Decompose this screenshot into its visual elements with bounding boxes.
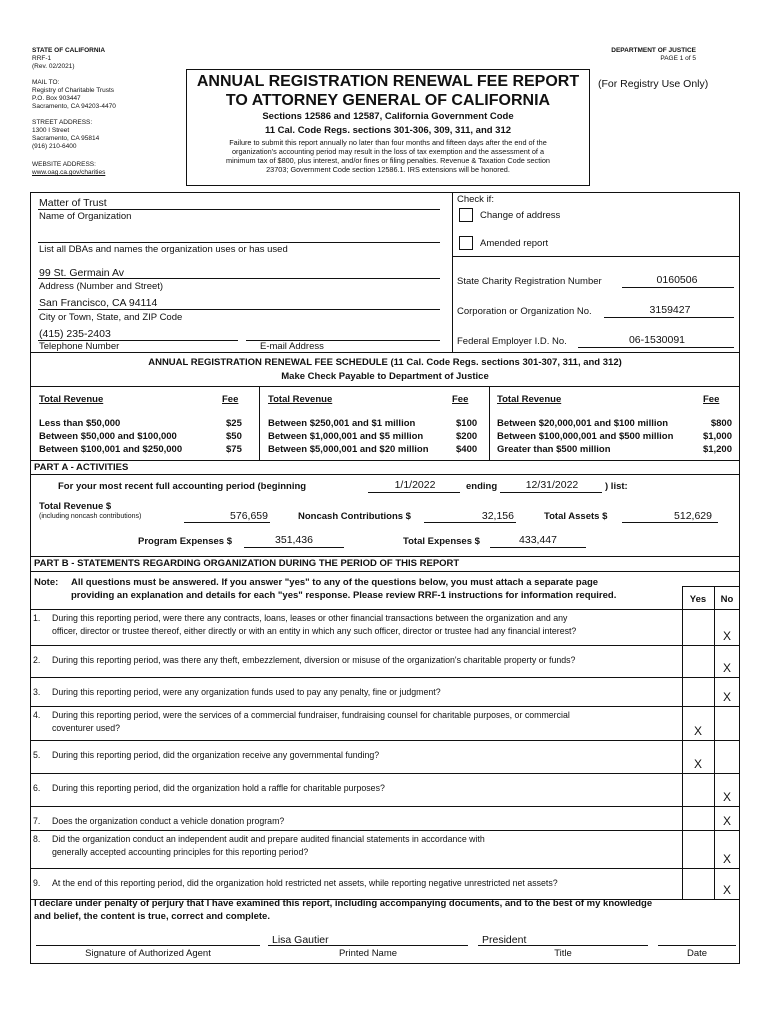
period-end-line	[500, 492, 602, 493]
total-revenue-note: (including noncash contributions)	[39, 513, 142, 520]
fein-value[interactable]: 06-1530091	[628, 334, 686, 346]
col2-revenue-header: Total Revenue	[268, 394, 333, 405]
form-title-line-2: TO ATTORNEY GENERAL OF CALIFORNIA	[225, 92, 551, 109]
sections-line-1: Sections 12586 and 12587, California Government Code	[262, 111, 514, 122]
question-text: At the end of this reporting period, did the organization hold restricted net assets, while reporting negative unrestricted net assets?	[52, 878, 558, 888]
fee-row: Between $250,001 and $1 million	[268, 418, 416, 429]
title-label: Title	[554, 948, 572, 959]
total-expenses-label: Total Expenses $	[403, 536, 480, 547]
question-number: 8.	[33, 834, 41, 844]
total-expenses-line	[490, 547, 586, 548]
list-label: ) list:	[605, 481, 628, 492]
mail-to-line-2: P.O. Box 903447	[32, 95, 81, 102]
registry-use-label: (For Registry Use Only)	[598, 78, 709, 90]
question-divider	[30, 645, 740, 646]
part-b-title: PART B - STATEMENTS REGARDING ORGANIZATION DURING THE PERIOD OF THIS REPORT	[34, 558, 460, 569]
email-label: E-mail Address	[260, 341, 324, 352]
no-answer-cell[interactable]: X	[722, 661, 731, 675]
question-number: 2.	[33, 655, 41, 665]
question-text: During this reporting period, were there any contracts, loans, leases or other financial transactions between the organization and any	[52, 613, 568, 623]
fee-row: Between $100,001 and $250,000	[39, 444, 183, 455]
corp-no-line	[604, 317, 734, 318]
filing-notice	[190, 138, 586, 174]
page-number: PAGE 1 of 5	[660, 55, 696, 62]
program-expenses-line	[244, 547, 344, 548]
question-text: During this reporting period, did the organization receive any governmental funding?	[52, 750, 380, 760]
title-value[interactable]: President	[482, 934, 527, 946]
total-assets-value[interactable]: 512,629	[674, 510, 712, 522]
fein-label: Federal Employer I.D. No.	[457, 336, 567, 347]
question-number: 9.	[33, 878, 41, 888]
mail-to-line-3: Sacramento, CA 94203-4470	[32, 103, 116, 110]
yes-answer-cell[interactable]: X	[693, 724, 702, 738]
period-begin-line	[368, 492, 460, 493]
question-number: 1.	[33, 613, 41, 623]
col3-revenue-header: Total Revenue	[497, 394, 562, 405]
yes-answer-cell[interactable]: X	[693, 757, 702, 771]
fee-amount: $800	[710, 418, 732, 429]
notice-line-1: Failure to submit this report annually no later than four months and fifteen days after the end of the	[229, 138, 547, 147]
fee-row: Between $1,000,001 and $5 million	[268, 431, 424, 442]
website-link[interactable]: www.oag.ca.gov/charities	[32, 169, 106, 176]
question-text: During this reporting period, was there any theft, embezzlement, diversion or misuse of the organization's charitable property or funds?	[52, 655, 576, 665]
program-expenses-value[interactable]: 351,436	[275, 534, 313, 546]
no-answer-cell[interactable]: X	[722, 814, 731, 828]
website-label: WEBSITE ADDRESS:	[32, 161, 96, 168]
question-divider	[30, 609, 740, 610]
mail-to-line-1: Registry of Charitable Trusts	[32, 87, 115, 94]
change-address-checkbox[interactable]	[459, 208, 473, 222]
street-line-2: Sacramento, CA 95814	[32, 135, 100, 142]
total-revenue-line	[184, 522, 270, 523]
fein-line	[578, 347, 734, 348]
no-answer-cell[interactable]: X	[722, 790, 731, 804]
org-divider	[452, 192, 453, 352]
fee-amount: $50	[226, 431, 242, 442]
question-divider	[30, 868, 740, 869]
total-assets-line	[622, 522, 718, 523]
question-divider	[30, 740, 740, 741]
fee-amount: $400	[456, 444, 478, 455]
col1-fee-header: Fee	[222, 394, 239, 405]
ending-label: ending	[466, 481, 498, 492]
charity-reg-line	[622, 287, 734, 288]
schedule-top-line	[30, 352, 740, 353]
state-label: STATE OF CALIFORNIA	[32, 47, 106, 54]
mail-to-label: MAIL TO:	[32, 79, 60, 86]
yes-no-header-top	[682, 586, 740, 587]
question-text: During this reporting period, did the organization hold a raffle for charitable purposes?	[52, 783, 385, 793]
noncash-value[interactable]: 32,156	[481, 510, 514, 522]
org-name-label: Name of Organization	[39, 211, 132, 222]
question-text: Did the organization conduct an independent audit and prepare audited financial statements in accordance with	[52, 834, 485, 844]
form-id: RRF-1	[32, 55, 52, 62]
question-divider	[30, 806, 740, 807]
title-line	[478, 945, 648, 946]
note-label: Note:	[34, 577, 59, 588]
printed-name-line	[268, 945, 468, 946]
phone-value[interactable]: (415) 235-2403	[39, 328, 111, 340]
fee-amount: $100	[456, 418, 478, 429]
question-number: 6.	[33, 783, 41, 793]
question-text-continued: coventurer used?	[52, 723, 120, 733]
sections-line-2: 11 Cal. Code Regs. sections 301-306, 309, 311, and 312	[264, 125, 512, 136]
amended-report-label: Amended report	[480, 238, 549, 249]
fee-row: Between $100,000,001 and $500 million	[497, 431, 674, 442]
yes-column-left	[682, 586, 683, 899]
form-revision: (Rev. 02/2021)	[32, 63, 75, 70]
part-b-top-line	[30, 556, 740, 557]
amended-report-checkbox[interactable]	[459, 236, 473, 250]
corp-no-label: Corporation or Organization No.	[457, 306, 592, 317]
change-address-label: Change of address	[480, 210, 561, 221]
question-text: During this reporting period, were the services of a commercial fundraiser, fundraising counsel for charitable purposes, or commercial	[52, 710, 570, 720]
fee-row: Between $50,000 and $100,000	[39, 431, 177, 442]
fee-row: Greater than $500 million	[497, 444, 611, 455]
fee-row: Less than $50,000	[39, 418, 121, 429]
noncash-label: Noncash Contributions $	[298, 511, 411, 522]
question-number: 5.	[33, 750, 41, 760]
no-answer-cell[interactable]: X	[722, 629, 731, 643]
check-if-label: Check if:	[457, 194, 494, 205]
yes-header: Yes	[689, 594, 707, 605]
charity-reg-label: State Charity Registration Number	[457, 276, 602, 287]
signature-line	[36, 945, 260, 946]
signature-label: Signature of Authorized Agent	[85, 948, 211, 959]
period-end[interactable]: 12/31/2022	[525, 479, 579, 491]
charity-reg-value[interactable]: 0160506	[656, 274, 698, 286]
part-a-title-line	[30, 474, 740, 475]
part-a-title: PART A - ACTIVITIES	[34, 462, 129, 473]
question-text: Does the organization conduct a vehicle donation program?	[52, 816, 285, 826]
fee-amount: $1,200	[702, 444, 732, 455]
form-title-line-1: ANNUAL REGISTRATION RENEWAL FEE REPORT	[196, 73, 580, 90]
period-begin[interactable]: 1/1/2022	[394, 479, 436, 491]
street-label: STREET ADDRESS:	[32, 119, 93, 126]
program-expenses-label: Program Expenses $	[138, 536, 232, 547]
note-line-2: providing an explanation and details for each "yes" response. Please review RRF-1 instructions for information required.	[71, 590, 617, 601]
question-divider	[30, 773, 740, 774]
question-number: 3.	[33, 687, 41, 697]
street-line-1: 1300 I Street	[32, 127, 70, 134]
org-name-value[interactable]: Matter of Trust	[39, 197, 107, 209]
question-divider	[30, 677, 740, 678]
total-expenses-value[interactable]: 433,447	[519, 534, 557, 546]
declaration-line-2: and belief, the content is true, correct and complete.	[34, 911, 270, 922]
schedule-col-divider-2	[489, 386, 490, 460]
notice-line-2: organization's accounting period may result in the loss of tax exemption and the assessment of a	[231, 147, 545, 156]
total-revenue-label: Total Revenue $	[39, 501, 112, 512]
question-number: 7.	[33, 816, 41, 826]
city-line	[38, 309, 440, 310]
fee-row: Between $20,000,001 and $100 million	[497, 418, 669, 429]
checkbox-divider	[452, 256, 740, 257]
department-label: DEPARTMENT OF JUSTICE	[611, 47, 696, 54]
question-text-continued: officer, director or trustee thereof, either directly or with an entity in which any such officer, director or trustee had any financial interest?	[52, 626, 577, 636]
corp-no-value[interactable]: 3159427	[649, 304, 691, 316]
no-answer-cell[interactable]: X	[722, 883, 731, 897]
org-name-line	[38, 209, 440, 210]
fee-amount: $200	[456, 431, 478, 442]
city-value[interactable]: San Francisco, CA 94114	[39, 297, 158, 309]
declaration-line-1: I declare under penalty of perjury that I have examined this report, including accompanying documents, and to the best of my knowledge	[34, 898, 653, 909]
address-line	[38, 278, 440, 279]
total-assets-label: Total Assets $	[544, 511, 608, 522]
col1-revenue-header: Total Revenue	[39, 394, 104, 405]
street-line-3: (916) 210-6400	[32, 143, 77, 150]
no-header: No	[720, 594, 734, 605]
date-label: Date	[686, 948, 708, 959]
no-answer-cell[interactable]: X	[722, 852, 731, 866]
part-a-top-line	[30, 460, 740, 461]
question-divider	[30, 706, 740, 707]
schedule-payable: Make Check Payable to Department of Justice	[281, 371, 489, 382]
city-label: City or Town, State, and ZIP Code	[39, 312, 183, 323]
total-revenue-value[interactable]: 576,659	[230, 510, 268, 522]
question-text: During this reporting period, were any organization funds used to pay any penalty, fine or judgment?	[52, 687, 441, 697]
col3-fee-header: Fee	[703, 394, 720, 405]
noncash-line	[424, 522, 516, 523]
col2-fee-header: Fee	[452, 394, 469, 405]
fee-row: Between $5,000,001 and $20 million	[268, 444, 429, 455]
dba-label: List all DBAs and names the organization uses or has used	[39, 244, 288, 255]
period-label: For your most recent full accounting period (beginning	[58, 481, 307, 492]
printed-name-label: Printed Name	[338, 948, 398, 959]
note-line-1: All questions must be answered. If you answer "yes" to any of the questions below, you must attach a separate page	[71, 577, 599, 588]
dba-line	[38, 242, 440, 243]
question-text-continued: generally accepted accounting principles for this reporting period?	[52, 847, 309, 857]
part-b-title-line	[30, 571, 740, 572]
no-answer-cell[interactable]: X	[722, 690, 731, 704]
notice-line-3: minimum tax of $800, plus interest, and/or fines or filing penalties. Revenue & Taxation Code section	[226, 156, 550, 165]
question-divider	[30, 830, 740, 831]
address-label: Address (Number and Street)	[39, 281, 164, 292]
address-value[interactable]: 99 St. Germain Av	[39, 267, 125, 279]
printed-name-value[interactable]: Lisa Gautier	[272, 934, 329, 946]
fee-amount: $25	[226, 418, 242, 429]
notice-line-4: 23703; Government Code section 12586.1. IRS extensions will be honored.	[266, 165, 510, 174]
fee-amount: $75	[226, 444, 242, 455]
fee-amount: $1,000	[702, 431, 732, 442]
question-number: 4.	[33, 710, 41, 720]
schedule-title: ANNUAL REGISTRATION RENEWAL FEE SCHEDULE (11 Cal. Code Regs. sections 301-307, 311, and 312)	[148, 357, 622, 368]
schedule-col-divider-1	[259, 386, 260, 460]
schedule-header-line	[30, 386, 740, 387]
date-line	[658, 945, 736, 946]
phone-label: Telephone Number	[39, 341, 120, 352]
